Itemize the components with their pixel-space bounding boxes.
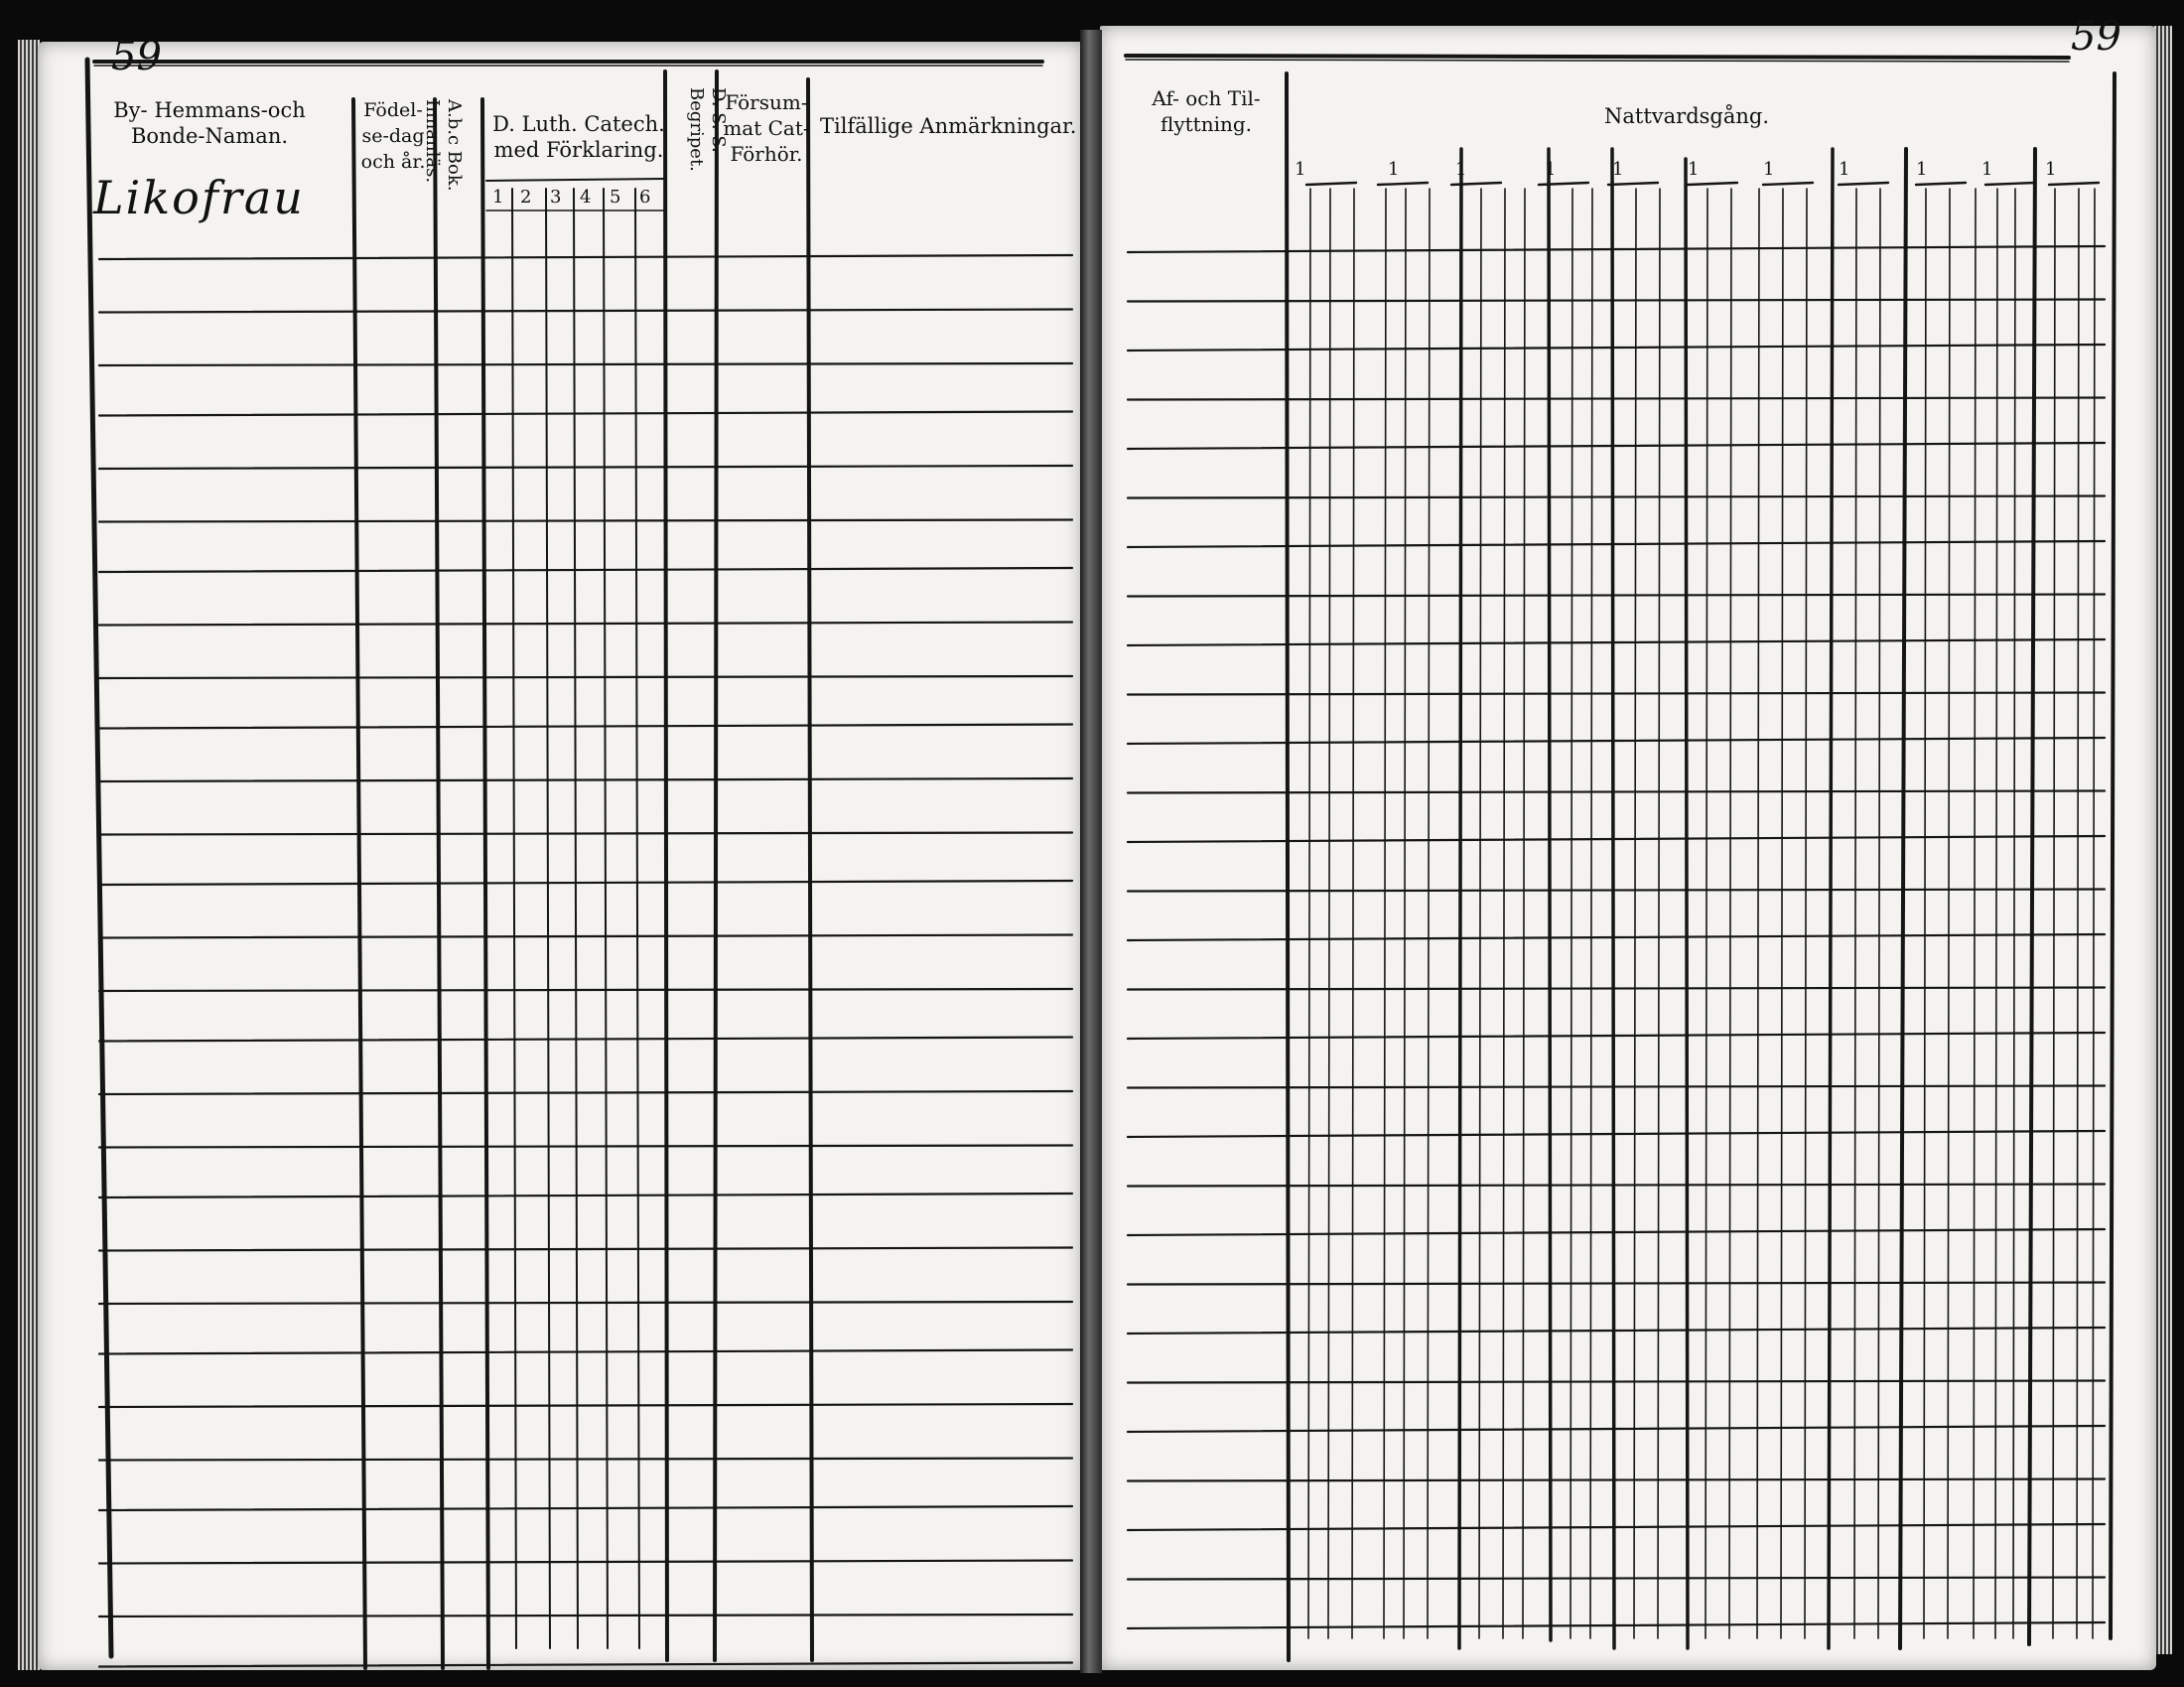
- header-line: och år.: [360, 151, 426, 173]
- right-subcolumn-rule: [1878, 189, 1880, 1638]
- right-subcolumn-rule: [1729, 189, 1731, 1638]
- communion-subcolumn-mark: 1: [1545, 159, 1557, 180]
- left-row-rule: [99, 1350, 1072, 1354]
- right-row-rule: [1128, 1131, 2105, 1137]
- left-row-rule: [99, 881, 1072, 885]
- right-row-rule: [1128, 1086, 2105, 1088]
- header-communion: Nattvardsgång.: [1604, 104, 1770, 128]
- right-row-rule: [1128, 639, 2105, 645]
- header-abc-book: [421, 99, 465, 191]
- header-line: Bonde-Naman.: [130, 124, 289, 148]
- left-row-rule: [99, 1302, 1072, 1304]
- left-column-rule: [808, 79, 812, 1660]
- right-row-rule: [1128, 1283, 2105, 1285]
- right-column-rule: [1459, 149, 1461, 1648]
- header-line: By- Hemmans-och: [113, 98, 306, 122]
- right-subcolumn-rule: [1658, 189, 1660, 1638]
- header-line: Födel-: [363, 99, 423, 121]
- right-column-rule: [1900, 149, 1906, 1648]
- communion-header-dash: [1451, 183, 1501, 185]
- right-column-rule: [2111, 73, 2115, 1638]
- catechism-subcolumn-rule: [604, 189, 608, 1648]
- right-subcolumn-rule: [1590, 189, 1592, 1638]
- communion-subcolumn-mark: 1: [1612, 159, 1624, 180]
- right-subcolumn-rule: [1570, 189, 1572, 1638]
- right-subcolumn-rule: [1948, 189, 1950, 1638]
- catechism-subcolumn-number: 6: [639, 187, 651, 208]
- right-row-rule: [1128, 836, 2105, 842]
- header-line: Af- och Til-: [1152, 86, 1261, 110]
- right-row-rule: [1128, 300, 2105, 302]
- right-row-rule: [1128, 1479, 2105, 1481]
- right-subcolumn-rule: [2093, 189, 2095, 1638]
- left-row-rule: [99, 1506, 1072, 1510]
- communion-subcolumn-mark: 1: [1295, 159, 1306, 180]
- right-row-rule: [1128, 1033, 2105, 1039]
- left-row-rule: [99, 778, 1072, 781]
- left-row-rule: [99, 989, 1072, 991]
- right-subcolumn-rule: [1404, 189, 1406, 1638]
- header-line: flyttning.: [1160, 112, 1253, 136]
- top-rule-right-thin: [1126, 60, 2069, 62]
- right-subcolumn-rule: [2013, 189, 2015, 1638]
- right-row-rule: [1128, 988, 2105, 990]
- catechism-header-rule: [486, 179, 665, 181]
- catechism-subcolumn-number: 4: [580, 187, 592, 208]
- right-subcolumn-rule: [1384, 189, 1386, 1638]
- right-subcolumn-rule: [1706, 189, 1707, 1638]
- left-row-rule: [99, 833, 1072, 835]
- communion-subcolumn-mark: 1: [1388, 159, 1400, 180]
- right-subcolumn-rule: [2077, 189, 2079, 1638]
- communion-header-dash: [1985, 183, 2035, 185]
- right-subcolumn-rule: [1328, 189, 1330, 1638]
- right-row-rule: [1128, 1524, 2105, 1530]
- right-row-rule: [1128, 1185, 2105, 1187]
- right-row-rule: [1128, 890, 2105, 892]
- communion-header-dash: [1839, 183, 1888, 185]
- right-subcolumn-rule: [1924, 189, 1926, 1638]
- left-row-rule: [99, 1091, 1072, 1094]
- right-subcolumn-rule: [1854, 189, 1856, 1638]
- header-remarks: Tilfällige Anmärkningar.: [820, 114, 1077, 138]
- communion-header-dash: [1916, 183, 1966, 185]
- right-row-rule: [1128, 1426, 2105, 1432]
- right-page-number: 59: [2071, 14, 2121, 60]
- communion-subcolumn-mark: 1: [1839, 159, 1850, 180]
- right-subcolumn-rule: [1352, 189, 1354, 1638]
- catechism-subcolumn-rule: [512, 189, 516, 1648]
- left-row-rule: [99, 363, 1072, 365]
- right-subcolumn-rule: [1428, 189, 1430, 1638]
- right-row-rule: [1128, 693, 2105, 695]
- right-subcolumn-rule: [1805, 189, 1807, 1638]
- header-line: Förhör.: [730, 142, 803, 166]
- header-luther-catechism: [484, 111, 673, 163]
- left-row-rule: [99, 310, 1072, 313]
- right-subcolumn-rule: [1781, 189, 1783, 1638]
- header-line: se-dag: [361, 125, 425, 147]
- communion-subcolumn-mark: 1: [1455, 159, 1467, 180]
- right-subcolumn-rule: [1757, 189, 1759, 1638]
- header-line: Innanläs.: [422, 99, 443, 184]
- left-row-rule: [99, 1194, 1072, 1197]
- right-column-rule: [1549, 149, 1551, 1640]
- catechism-subcolumn-rule: [635, 189, 639, 1648]
- header-moving: [1132, 85, 1281, 137]
- left-row-rule: [99, 1459, 1072, 1461]
- header-line: Begripet.: [686, 87, 707, 172]
- right-row-rule: [1128, 934, 2105, 940]
- left-row-rule: [99, 935, 1072, 938]
- communion-subcolumn-mark: 1: [2045, 159, 2057, 180]
- right-row-rule: [1128, 1229, 2105, 1235]
- right-row-rule: [1128, 246, 2105, 252]
- right-row-rule: [1128, 496, 2105, 498]
- right-column-rule: [1612, 149, 1614, 1648]
- left-row-rule: [99, 1663, 1072, 1667]
- communion-header-dash: [2049, 183, 2099, 185]
- header-line: D. S. S.: [708, 87, 729, 153]
- right-row-rule: [1128, 1622, 2105, 1628]
- right-row-rule: [1128, 1381, 2105, 1383]
- handwritten-entry: Likofrau: [93, 171, 305, 224]
- left-row-rule: [99, 1561, 1072, 1564]
- header-line: D. Luth. Catech.: [492, 112, 665, 136]
- left-row-rule: [99, 725, 1072, 729]
- catechism-subcolumn-rule: [574, 189, 578, 1648]
- right-column-rule: [1829, 149, 1833, 1648]
- right-row-rule: [1128, 541, 2105, 547]
- header-village-farm-name: [95, 97, 324, 149]
- right-subcolumn-rule: [1974, 189, 1976, 1638]
- header-line: Försum-: [725, 90, 808, 114]
- top-rule-right: [1126, 56, 2069, 58]
- left-row-rule: [99, 676, 1072, 678]
- right-subcolumn-rule: [1523, 189, 1525, 1638]
- right-column-rule: [1287, 73, 1289, 1660]
- left-row-rule: [99, 1615, 1072, 1617]
- left-column-rule: [87, 60, 111, 1656]
- right-row-rule: [1128, 1578, 2105, 1580]
- left-row-rule: [99, 1038, 1072, 1042]
- header-line: mat Cat-: [723, 116, 810, 140]
- communion-header-dash: [1378, 183, 1428, 185]
- communion-header-dash: [1539, 183, 1588, 185]
- catechism-subcolumn-number: 5: [610, 187, 621, 208]
- left-row-rule: [99, 623, 1072, 626]
- right-subcolumn-rule: [1503, 189, 1505, 1638]
- right-row-rule: [1128, 398, 2105, 400]
- catechism-subcolumn-rule: [546, 189, 550, 1648]
- right-subcolumn-rule: [1634, 189, 1636, 1638]
- communion-header-dash: [1608, 183, 1658, 185]
- communion-header-dash: [1688, 183, 1737, 185]
- left-page-number: 59: [111, 34, 162, 79]
- left-row-rule: [99, 568, 1072, 572]
- communion-subcolumn-mark: 1: [1916, 159, 1928, 180]
- right-subcolumn-rule: [1995, 189, 1997, 1638]
- left-row-rule: [99, 466, 1072, 469]
- communion-subcolumn-mark: 1: [1688, 159, 1700, 180]
- right-subcolumn-rule: [2053, 189, 2055, 1638]
- left-row-rule: [99, 1248, 1072, 1251]
- header-missed-catechism: [721, 89, 812, 167]
- left-row-rule: [99, 520, 1072, 522]
- communion-subcolumn-mark: 1: [1763, 159, 1775, 180]
- right-subcolumn-rule: [1479, 189, 1481, 1638]
- catechism-subcolumn-number: 3: [550, 187, 562, 208]
- right-row-rule: [1128, 595, 2105, 597]
- right-column-rule: [1686, 159, 1688, 1648]
- right-row-rule: [1128, 345, 2105, 351]
- header-line: A.b.c Bok.: [444, 99, 465, 192]
- right-row-rule: [1128, 791, 2105, 793]
- header-line: med Förklaring.: [493, 138, 664, 162]
- left-row-rule: [99, 1404, 1072, 1407]
- right-row-rule: [1128, 1328, 2105, 1334]
- catechism-subcolumn-number: 2: [520, 187, 532, 208]
- right-column-rule: [2029, 149, 2035, 1644]
- catechism-subcolumn-number: 1: [492, 187, 504, 208]
- communion-header-dash: [1306, 183, 1356, 185]
- communion-subcolumn-mark: 1: [1981, 159, 1993, 180]
- right-row-rule: [1128, 443, 2105, 449]
- right-subcolumn-rule: [1308, 189, 1310, 1638]
- left-row-rule: [99, 1146, 1072, 1148]
- left-row-rule: [99, 412, 1072, 416]
- left-row-rule: [99, 255, 1072, 259]
- communion-header-dash: [1763, 183, 1813, 185]
- right-row-rule: [1128, 738, 2105, 744]
